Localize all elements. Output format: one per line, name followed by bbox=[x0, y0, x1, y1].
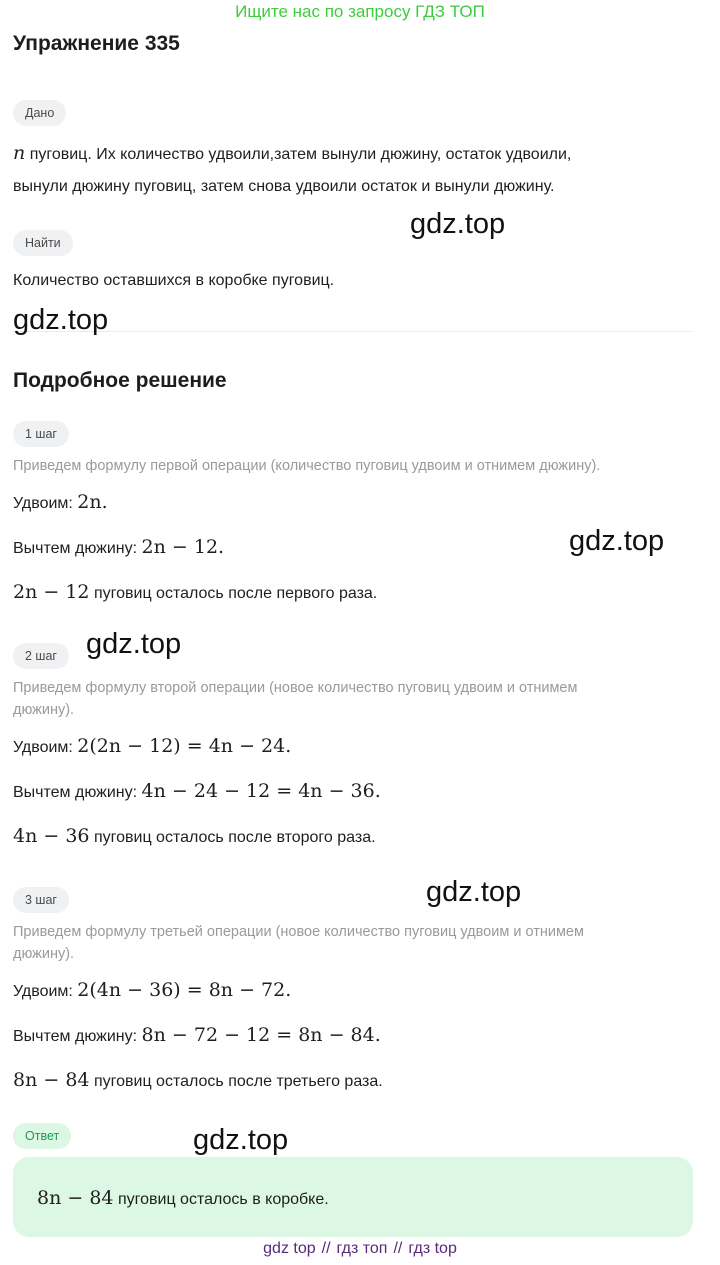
step-3-double-label: Удвоим: bbox=[13, 983, 78, 1000]
footer-separator: // bbox=[321, 1240, 331, 1257]
step-1-subtract bbox=[13, 536, 224, 558]
step-3-double-math: 2(4n − 36) = 8n − 72. bbox=[77, 979, 292, 1001]
search-banner: Ищите нас по запросу ГДЗ ТОП bbox=[235, 2, 485, 21]
answer-label: пуговиц осталось в коробке. bbox=[113, 1191, 329, 1208]
step-1-chip: 1 шаг bbox=[13, 421, 69, 447]
step-2-subtract-math: 4n − 24 − 12 = 4n − 36. bbox=[141, 780, 381, 802]
page-title: Упражнение 335 bbox=[13, 32, 180, 55]
answer-text bbox=[37, 1187, 329, 1209]
step-1-description: Приведем формулу первой операции (количество пуговиц удвоим и отнимем дюжину). bbox=[13, 458, 601, 474]
find-chip: Найти bbox=[13, 230, 73, 256]
step-3-description-1: Приведем формулу третьей операции (новое количество пуговиц удвоим и отнимем bbox=[13, 924, 584, 940]
step-1-result-text: пуговиц осталось после первого раза. bbox=[89, 585, 378, 602]
step-1-result bbox=[13, 581, 377, 603]
watermark: gdz.top bbox=[193, 1124, 289, 1156]
step-1-double-label: Удвоим: bbox=[13, 495, 78, 512]
solution-title: Подробное решение bbox=[13, 369, 227, 392]
divider bbox=[13, 331, 693, 332]
step-3-result bbox=[13, 1069, 383, 1091]
step-1-double-math: 2n. bbox=[77, 491, 108, 513]
step-2-subtract bbox=[13, 780, 381, 802]
step-3-subtract-label: Вычтем дюжину: bbox=[13, 1028, 142, 1045]
step-2-result-text: пуговиц осталось после второго раза. bbox=[89, 829, 376, 846]
step-3-result-text: пуговиц осталось после третьего раза. bbox=[89, 1073, 383, 1090]
step-3-description-2: дюжину). bbox=[13, 946, 75, 962]
step-2-double-label: Удвоим: bbox=[13, 739, 78, 756]
given-line-2: вынули дюжину пуговиц, затем снова удвоили остаток и вынули дюжину. bbox=[13, 178, 555, 195]
footer-link-gdz-top-ru[interactable]: гдз топ bbox=[336, 1240, 388, 1257]
step-3-double bbox=[13, 979, 291, 1001]
answer-math: 8n − 84 bbox=[37, 1187, 114, 1209]
step-2-result-math: 4n − 36 bbox=[13, 825, 90, 847]
step-2-subtract-label: Вычтем дюжину: bbox=[13, 784, 142, 801]
watermark: gdz.top bbox=[86, 628, 182, 660]
step-3-chip: 3 шаг bbox=[13, 887, 69, 913]
given-text-1: пуговиц. Их количество удвоили,затем вынули дюжину, остаток удвоили, bbox=[25, 146, 572, 163]
step-1-subtract-label: Вычтем дюжину: bbox=[13, 540, 142, 557]
given-chip: Дано bbox=[13, 100, 66, 126]
watermark: gdz.top bbox=[13, 304, 109, 336]
step-3-subtract bbox=[13, 1024, 381, 1046]
answer-chip: Ответ bbox=[13, 1123, 71, 1149]
step-2-double-math: 2(2n − 12) = 4n − 24. bbox=[77, 735, 292, 757]
step-1-double bbox=[13, 491, 108, 513]
step-2-result bbox=[13, 825, 376, 847]
step-2-description-2: дюжину). bbox=[13, 702, 75, 718]
given-variable: n bbox=[13, 142, 26, 164]
step-2-chip: 2 шаг bbox=[13, 643, 69, 669]
step-2-double bbox=[13, 735, 291, 757]
step-1-subtract-math: 2n − 12. bbox=[141, 536, 225, 558]
given-line-1 bbox=[13, 142, 571, 164]
watermark: gdz.top bbox=[569, 525, 665, 557]
watermark: gdz.top bbox=[410, 208, 506, 240]
footer-separator: // bbox=[393, 1240, 403, 1257]
step-3-result-math: 8n − 84 bbox=[13, 1069, 90, 1091]
step-2-description-1: Приведем формулу второй операции (новое количество пуговиц удвоим и отнимем bbox=[13, 680, 578, 696]
step-1-result-math: 2n − 12 bbox=[13, 581, 90, 603]
step-3-subtract-math: 8n − 72 − 12 = 8n − 84. bbox=[141, 1024, 381, 1046]
footer-link-gdz-top[interactable]: gdz top bbox=[263, 1240, 316, 1257]
watermark: gdz.top bbox=[426, 876, 522, 908]
footer-links bbox=[0, 1240, 720, 1258]
find-text: Количество оставшихся в коробке пуговиц. bbox=[13, 272, 335, 289]
footer-link-gdz-top-mixed[interactable]: гдз top bbox=[408, 1240, 457, 1257]
